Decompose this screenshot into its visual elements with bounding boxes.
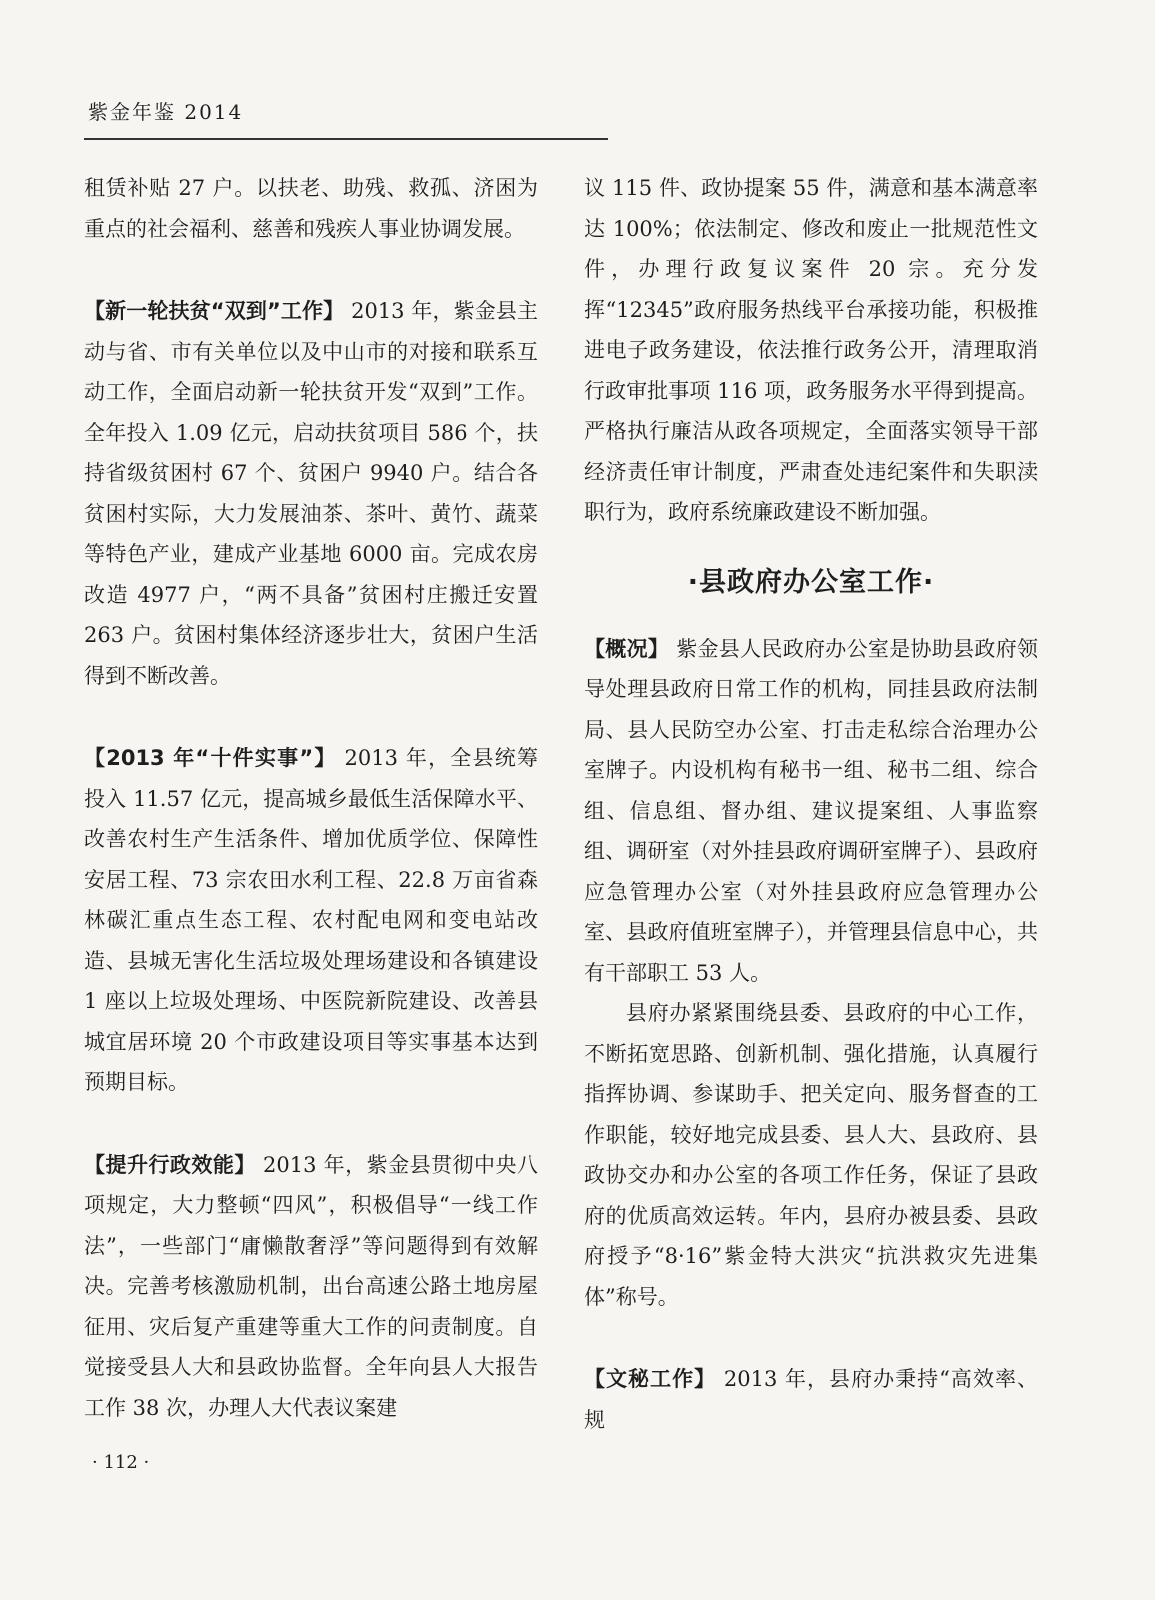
section-heading: 【2013 年“十件实事”】 [84,746,337,770]
paragraph-overview [584,629,1038,994]
paragraph-continuation: 议 115 件、政协提案 55 件，满意和基本满意率达 100%；依法制定、修改和废止一批规范性文件，办理行政复议案件 20 宗。充分发挥“12345”政府服务热线平台承接功能，积极推进电子政务建设，依法推行政务公开，清理取消行政审批事项 116 项，政务服务水平得到提高。严格执行廉洁从政各项规定，全面落实领导干部经济责任审计制度，严肃查处违纪案件和失职渎职行为，政府系统廉政建设不断加强。 [584,176,1038,524]
paragraph-secretarial-work [584,1359,1038,1440]
section-heading: 【新一轮扶贫“双到”工作】 [84,299,345,323]
paragraph-text: 2013 年，全县统筹投入 11.57 亿元，提高城乡最低生活保障水平、改善农村生产生活条件、增加优质学位、保障性安居工程、73 宗农田水利工程、22.8 万亩省森林碳汇重点生态工程、农村配电网和变电站改造、县城无害化生活垃圾处理场建设和各镇建设 1 座以上垃圾处理场、中医院新院建设、改善县城宜居环境 20 个市政建设项目等实事基本达到预期目标。 [84,746,538,1094]
section-title: ·县政府办公室工作· [687,566,935,598]
paragraph-office-work: 县府办紧紧围绕县委、县政府的中心工作，不断拓宽思路、创新机制、强化措施，认真履行指挥协调、参谋助手、把关定向、服务督查的工作职能，较好地完成县委、县人大、县政府、县政协交办和办公室的各项工作任务，保证了县政府的优质高效运转。年内，县府办被县委、县政府授予“8·16”紫金特大洪灾“抗洪救灾先进集体”称号。 [584,1001,1038,1309]
running-header: 紫金年鉴 2014 [88,100,244,124]
paragraph-poverty-alleviation [84,291,538,696]
paragraph-text: 2013 年，县府办秉持“高效率、规 [584,1367,1038,1432]
page-number: · 112 · [92,1452,150,1473]
paragraph-text: 紫金县人民政府办公室是协助县政府领导处理县政府日常工作的机构，同挂县政府法制局、县人民防空办公室、打击走私综合治理办公室牌子。内设机构有秘书一组、秘书二组、综合组、信息组、督办组、建议提案组、人事监察组、调研室（对外挂县政府调研室牌子）、县政府应急管理办公室（对外挂县政府应急管理办公室、县政府值班室牌子），并管理县信息中心，共有干部职工 53 人。 [584,636,1038,985]
paragraph-administrative-efficiency [84,1145,538,1429]
section-heading: 【概况】 [584,636,670,661]
left-column [84,168,538,1428]
right-column [584,168,1038,1440]
header-rule [84,138,608,140]
paragraph-continuation: 租赁补贴 27 户。以扶老、助残、救孤、济困为重点的社会福利、慈善和残疾人事业协调发展。 [84,176,538,241]
section-heading: 【文秘工作】 [584,1367,717,1391]
paragraph-text: 2013 年，紫金县贯彻中央八项规定，大力整顿“四风”，积极倡导“一线工作法”，一些部门“庸懒散奢浮”等问题得到有效解决。完善考核激励机制，出台高速公路土地房屋征用、灾后复产重建等重大工作的问责制度。自觉接受县人大和县政协监督。全年向县人大报告工作 38 次，办理人大代表议案建 [84,1152,539,1420]
paragraph-text: 2013 年，紫金县主动与省、市有关单位以及中山市的对接和联系互动工作，全面启动新一轮扶贫开发“双到”工作。全年投入 1.09 亿元，启动扶贫项目 586 个，扶持省级贫困村 67 个、贫困户 9940 户。结合各贫困村实际，大力发展油茶、茶叶、黄竹、蔬菜等特色产业，建成产业基地 6000 亩。完成农房改造 4977 户，“两不具备”贫困村庄搬迁安置 263 户。贫困村集体经济逐步壮大，贫困户生活得到不断改善。 [84,299,538,688]
paragraph-ten-practical-things [84,738,538,1103]
section-heading: 【提升行政效能】 [84,1152,256,1177]
